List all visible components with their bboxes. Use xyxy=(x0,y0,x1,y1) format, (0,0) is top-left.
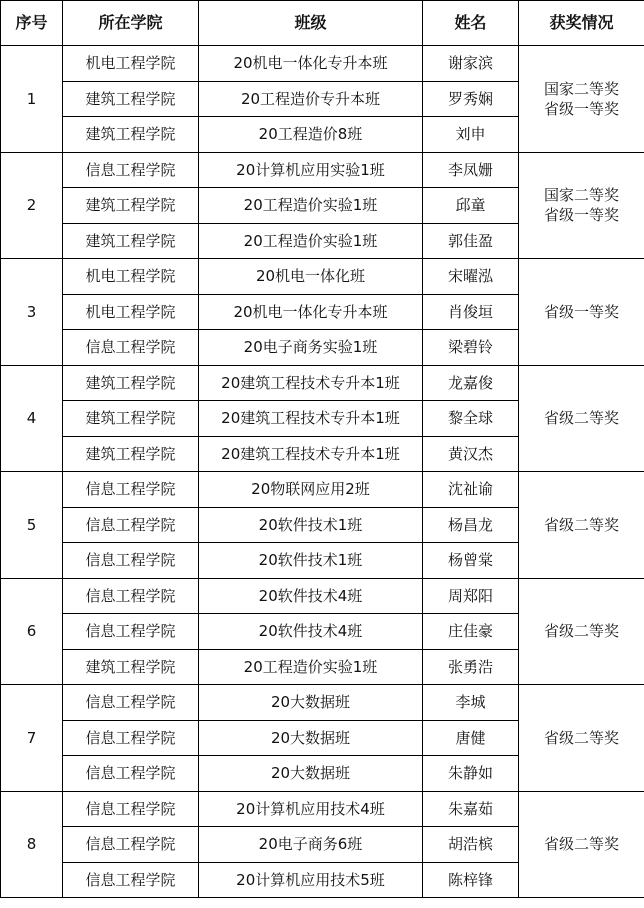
table-row xyxy=(1,578,644,614)
college-cell: 信息工程学院 xyxy=(63,578,199,614)
class-cell: 20软件技术4班 xyxy=(199,578,423,614)
college-cell: 机电工程学院 xyxy=(63,46,199,82)
name-cell: 龙嘉俊 xyxy=(423,365,519,401)
name-cell: 李城 xyxy=(423,685,519,721)
name-cell: 唐健 xyxy=(423,720,519,756)
award-cell xyxy=(519,259,644,366)
row-index: 5 xyxy=(1,472,63,579)
header-row xyxy=(1,1,644,46)
header-class: 班级 xyxy=(199,1,423,46)
college-cell: 信息工程学院 xyxy=(63,152,199,188)
award-line: 省级二等奖 xyxy=(543,728,619,747)
class-cell: 20电子商务6班 xyxy=(199,827,423,863)
name-cell: 朱静如 xyxy=(423,756,519,792)
name-cell: 杨曾棠 xyxy=(423,543,519,579)
name-cell: 罗秀娴 xyxy=(423,81,519,117)
class-cell: 20工程造价专升本班 xyxy=(199,81,423,117)
award-line: 省级一等奖 xyxy=(543,99,619,118)
college-cell: 建筑工程学院 xyxy=(63,117,199,153)
college-cell: 信息工程学院 xyxy=(63,827,199,863)
award-line: 国家二等奖 xyxy=(543,79,619,98)
class-cell: 20计算机应用实验1班 xyxy=(199,152,423,188)
college-cell: 信息工程学院 xyxy=(63,472,199,508)
table-body xyxy=(1,46,644,898)
college-cell: 建筑工程学院 xyxy=(63,436,199,472)
header-name: 姓名 xyxy=(423,1,519,46)
name-cell: 沈祉谕 xyxy=(423,472,519,508)
name-cell: 李凤姗 xyxy=(423,152,519,188)
college-cell: 信息工程学院 xyxy=(63,862,199,898)
award-line: 省级二等奖 xyxy=(543,622,619,641)
name-cell: 张勇浩 xyxy=(423,649,519,685)
name-cell: 陈梓锋 xyxy=(423,862,519,898)
name-cell: 刘申 xyxy=(423,117,519,153)
class-cell: 20大数据班 xyxy=(199,685,423,721)
class-cell: 20机电一体化专升本班 xyxy=(199,46,423,82)
award-line: 省级一等奖 xyxy=(543,206,619,225)
name-cell: 周郑阳 xyxy=(423,578,519,614)
class-cell: 20软件技术4班 xyxy=(199,614,423,650)
award-line: 国家二等奖 xyxy=(543,186,619,205)
class-cell: 20软件技术1班 xyxy=(199,543,423,579)
college-cell: 信息工程学院 xyxy=(63,756,199,792)
class-cell: 20建筑工程技术专升本1班 xyxy=(199,436,423,472)
row-index: 6 xyxy=(1,578,63,685)
award-cell xyxy=(519,578,644,685)
class-cell: 20建筑工程技术专升本1班 xyxy=(199,401,423,437)
name-cell: 黎全球 xyxy=(423,401,519,437)
award-cell xyxy=(519,791,644,898)
class-cell: 20计算机应用技术4班 xyxy=(199,791,423,827)
class-cell: 20大数据班 xyxy=(199,720,423,756)
college-cell: 信息工程学院 xyxy=(63,543,199,579)
table-row xyxy=(1,472,644,508)
college-cell: 建筑工程学院 xyxy=(63,365,199,401)
name-cell: 肖俊垣 xyxy=(423,294,519,330)
award-line: 省级二等奖 xyxy=(543,409,619,428)
award-cell xyxy=(519,46,644,153)
award-cell xyxy=(519,365,644,472)
award-line: 省级二等奖 xyxy=(543,835,619,854)
table-row xyxy=(1,685,644,721)
table-row xyxy=(1,259,644,295)
class-cell: 20物联网应用2班 xyxy=(199,472,423,508)
college-cell: 信息工程学院 xyxy=(63,720,199,756)
college-cell: 建筑工程学院 xyxy=(63,81,199,117)
college-cell: 信息工程学院 xyxy=(63,507,199,543)
name-cell: 郭佳盈 xyxy=(423,223,519,259)
row-index: 3 xyxy=(1,259,63,366)
row-index: 7 xyxy=(1,685,63,792)
class-cell: 20机电一体化班 xyxy=(199,259,423,295)
class-cell: 20大数据班 xyxy=(199,756,423,792)
row-index: 2 xyxy=(1,152,63,259)
row-index: 1 xyxy=(1,46,63,153)
class-cell: 20工程造价8班 xyxy=(199,117,423,153)
award-cell xyxy=(519,685,644,792)
name-cell: 宋曜泓 xyxy=(423,259,519,295)
class-cell: 20电子商务实验1班 xyxy=(199,330,423,366)
header-college: 所在学院 xyxy=(63,1,199,46)
name-cell: 朱嘉茹 xyxy=(423,791,519,827)
row-index: 8 xyxy=(1,791,63,898)
class-cell: 20工程造价实验1班 xyxy=(199,188,423,224)
table-row xyxy=(1,365,644,401)
college-cell: 信息工程学院 xyxy=(63,330,199,366)
header-index: 序号 xyxy=(1,1,63,46)
header-award: 获奖情况 xyxy=(519,1,644,46)
class-cell: 20计算机应用技术5班 xyxy=(199,862,423,898)
name-cell: 杨昌龙 xyxy=(423,507,519,543)
class-cell: 20建筑工程技术专升本1班 xyxy=(199,365,423,401)
table-row xyxy=(1,46,644,82)
award-line: 省级二等奖 xyxy=(543,515,619,534)
college-cell: 机电工程学院 xyxy=(63,259,199,295)
award-line: 省级一等奖 xyxy=(543,302,619,321)
college-cell: 建筑工程学院 xyxy=(63,649,199,685)
name-cell: 黄汉杰 xyxy=(423,436,519,472)
college-cell: 建筑工程学院 xyxy=(63,401,199,437)
college-cell: 建筑工程学院 xyxy=(63,223,199,259)
college-cell: 建筑工程学院 xyxy=(63,188,199,224)
name-cell: 梁碧铃 xyxy=(423,330,519,366)
college-cell: 信息工程学院 xyxy=(63,614,199,650)
name-cell: 邱童 xyxy=(423,188,519,224)
college-cell: 机电工程学院 xyxy=(63,294,199,330)
name-cell: 谢家滨 xyxy=(423,46,519,82)
college-cell: 信息工程学院 xyxy=(63,685,199,721)
class-cell: 20机电一体化专升本班 xyxy=(199,294,423,330)
class-cell: 20软件技术1班 xyxy=(199,507,423,543)
award-cell xyxy=(519,152,644,259)
row-index: 4 xyxy=(1,365,63,472)
class-cell: 20工程造价实验1班 xyxy=(199,223,423,259)
name-cell: 庄佳豪 xyxy=(423,614,519,650)
table-row xyxy=(1,152,644,188)
table-row xyxy=(1,791,644,827)
college-cell: 信息工程学院 xyxy=(63,791,199,827)
name-cell: 胡浩槟 xyxy=(423,827,519,863)
award-cell xyxy=(519,472,644,579)
class-cell: 20工程造价实验1班 xyxy=(199,649,423,685)
